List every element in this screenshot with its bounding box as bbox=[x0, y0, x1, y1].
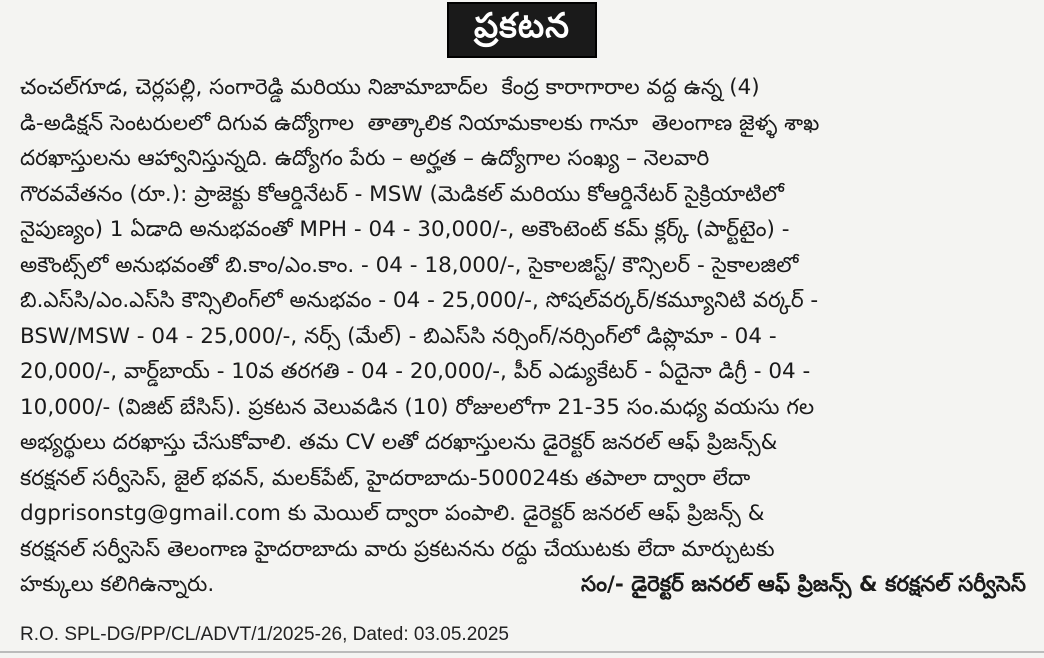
signature: సం/- డైరెక్టర్ జనరల్ ఆఫ్ ప్రిజన్స్ & కరక్షనల్ సర్వీసెస్ bbox=[581, 572, 1026, 597]
body-line bbox=[20, 354, 1026, 390]
line-text: dgprisonstg@gmail.com కు మెయిల్ ద్వారా పంపాలి. డైరెక్టర్ జనరల్ ఆఫ్ ప్రిజన్స్ & bbox=[20, 501, 765, 526]
line-text: గౌరవవేతనం (రూ.): ప్రాజెక్టు కోఆర్డినేటర్ - MSW (మెడికల్ మరియు కోఆర్డినేటర్ సైక్రియాటిలో bbox=[20, 181, 784, 207]
body-line bbox=[20, 70, 1026, 106]
body-line bbox=[20, 212, 1026, 248]
body-line bbox=[20, 425, 1026, 461]
body-line bbox=[20, 390, 1026, 426]
closing-text: హక్కులు కలిగిఉన్నారు. bbox=[20, 572, 215, 597]
body-line bbox=[20, 319, 1026, 355]
line-text: చంచల్‌గూడ, చెర్లపల్లి, సంగారెడ్డి మరియు నిజామాబాద్‌ల కేంద్ర కారాగారాల వద్ద ఉన్న (4) bbox=[20, 75, 760, 100]
body-line bbox=[20, 141, 1026, 177]
body-line bbox=[20, 106, 1026, 142]
line-text: 10,000/- (విజిట్ బేసిస్). ప్రకటన వెలువడిన (10) రోజులలోగా 21-35 సం.మధ్య వయసు గల bbox=[20, 394, 815, 420]
notice-body bbox=[20, 70, 1026, 603]
line-text: డి-అడిక్షన్ సెంటరులలో దిగువ ఉద్యోగాల తాత్కాలిక నియామకాలకు గానూ తెలంగాణ జైళ్ళ శాఖ bbox=[20, 110, 820, 136]
heading-box bbox=[447, 2, 597, 58]
line-text: దరఖాస్తులను ఆహ్వానిస్తున్నది. ఉద్యోగం పేరు – అర్హత – ఉద్యోగాల సంఖ్య – నెలవారి bbox=[20, 146, 710, 171]
release-order-line: R.O. SPL-DG/PP/CL/ADVT/1/2025-26, Dated: 03.05.2025 bbox=[20, 624, 509, 645]
line-text: నైపుణ్యం) 1 ఏడాది అనుభవంతో MPH - 04 - 30,000/-, అకౌంటెంట్ కమ్ క్లర్క్ (పార్ట్‌టైం) - bbox=[20, 217, 790, 242]
line-text: అకౌంట్స్‌లో అనుభవంతో బి.కాం/ఎం.కాం. - 04 - 18,000/-, సైకాలజిస్ట్/ కౌన్సిలర్ - సైకాలజిలో bbox=[20, 252, 799, 278]
heading: ప్రకటన bbox=[473, 6, 571, 46]
body-line bbox=[20, 283, 1026, 319]
line-text: కరక్షనల్ సర్వీసెస్, జైల్ భవన్, మలక్‌పేట్, హైదరాబాదు-500024కు తపాలా ద్వారా లేదా bbox=[20, 465, 751, 491]
body-line bbox=[20, 248, 1026, 284]
body-line bbox=[20, 461, 1026, 497]
line-text: అభ్యర్థులు దరఖాస్తు చేసుకోవాలి. తమ CV లతో దరఖాస్తులను డైరెక్టర్ జనరల్ ఆఫ్ ప్రిజన్స్& bbox=[20, 430, 778, 455]
body-line bbox=[20, 532, 1026, 568]
line-text: కరక్షనల్ సర్వీసెస్ తెలంగాణ హైదరాబాదు వారు ప్రకటనను రద్దు చేయుటకు లేదా మార్చుటకు bbox=[20, 536, 775, 562]
body-line bbox=[20, 177, 1026, 213]
bottom-divider bbox=[0, 651, 1044, 653]
line-text: 20,000/-, వార్డ్‌బాయ్ - 10వ తరగతి - 04 - 20,000/-, పీర్ ఎడ్యుకేటర్ - ఏదైనా డిగ్రీ - 04 - bbox=[20, 359, 811, 384]
body-line bbox=[20, 496, 1026, 532]
line-text: బి.ఎస్‌సి/ఎం.ఎస్‌సి కౌన్సిలింగ్‌లో అనుభవం - 04 - 25,000/-, సోషల్‌వర్కర్/కమ్యూనిటి వర్కర్ - bbox=[20, 288, 819, 313]
closing-line bbox=[20, 567, 1026, 603]
line-text: BSW/MSW - 04 - 25,000/-, నర్స్ (మేల్) - బిఎస్‌సి నర్సింగ్/నర్సింగ్‌లో డిప్లొమా - 04 - bbox=[20, 323, 777, 349]
